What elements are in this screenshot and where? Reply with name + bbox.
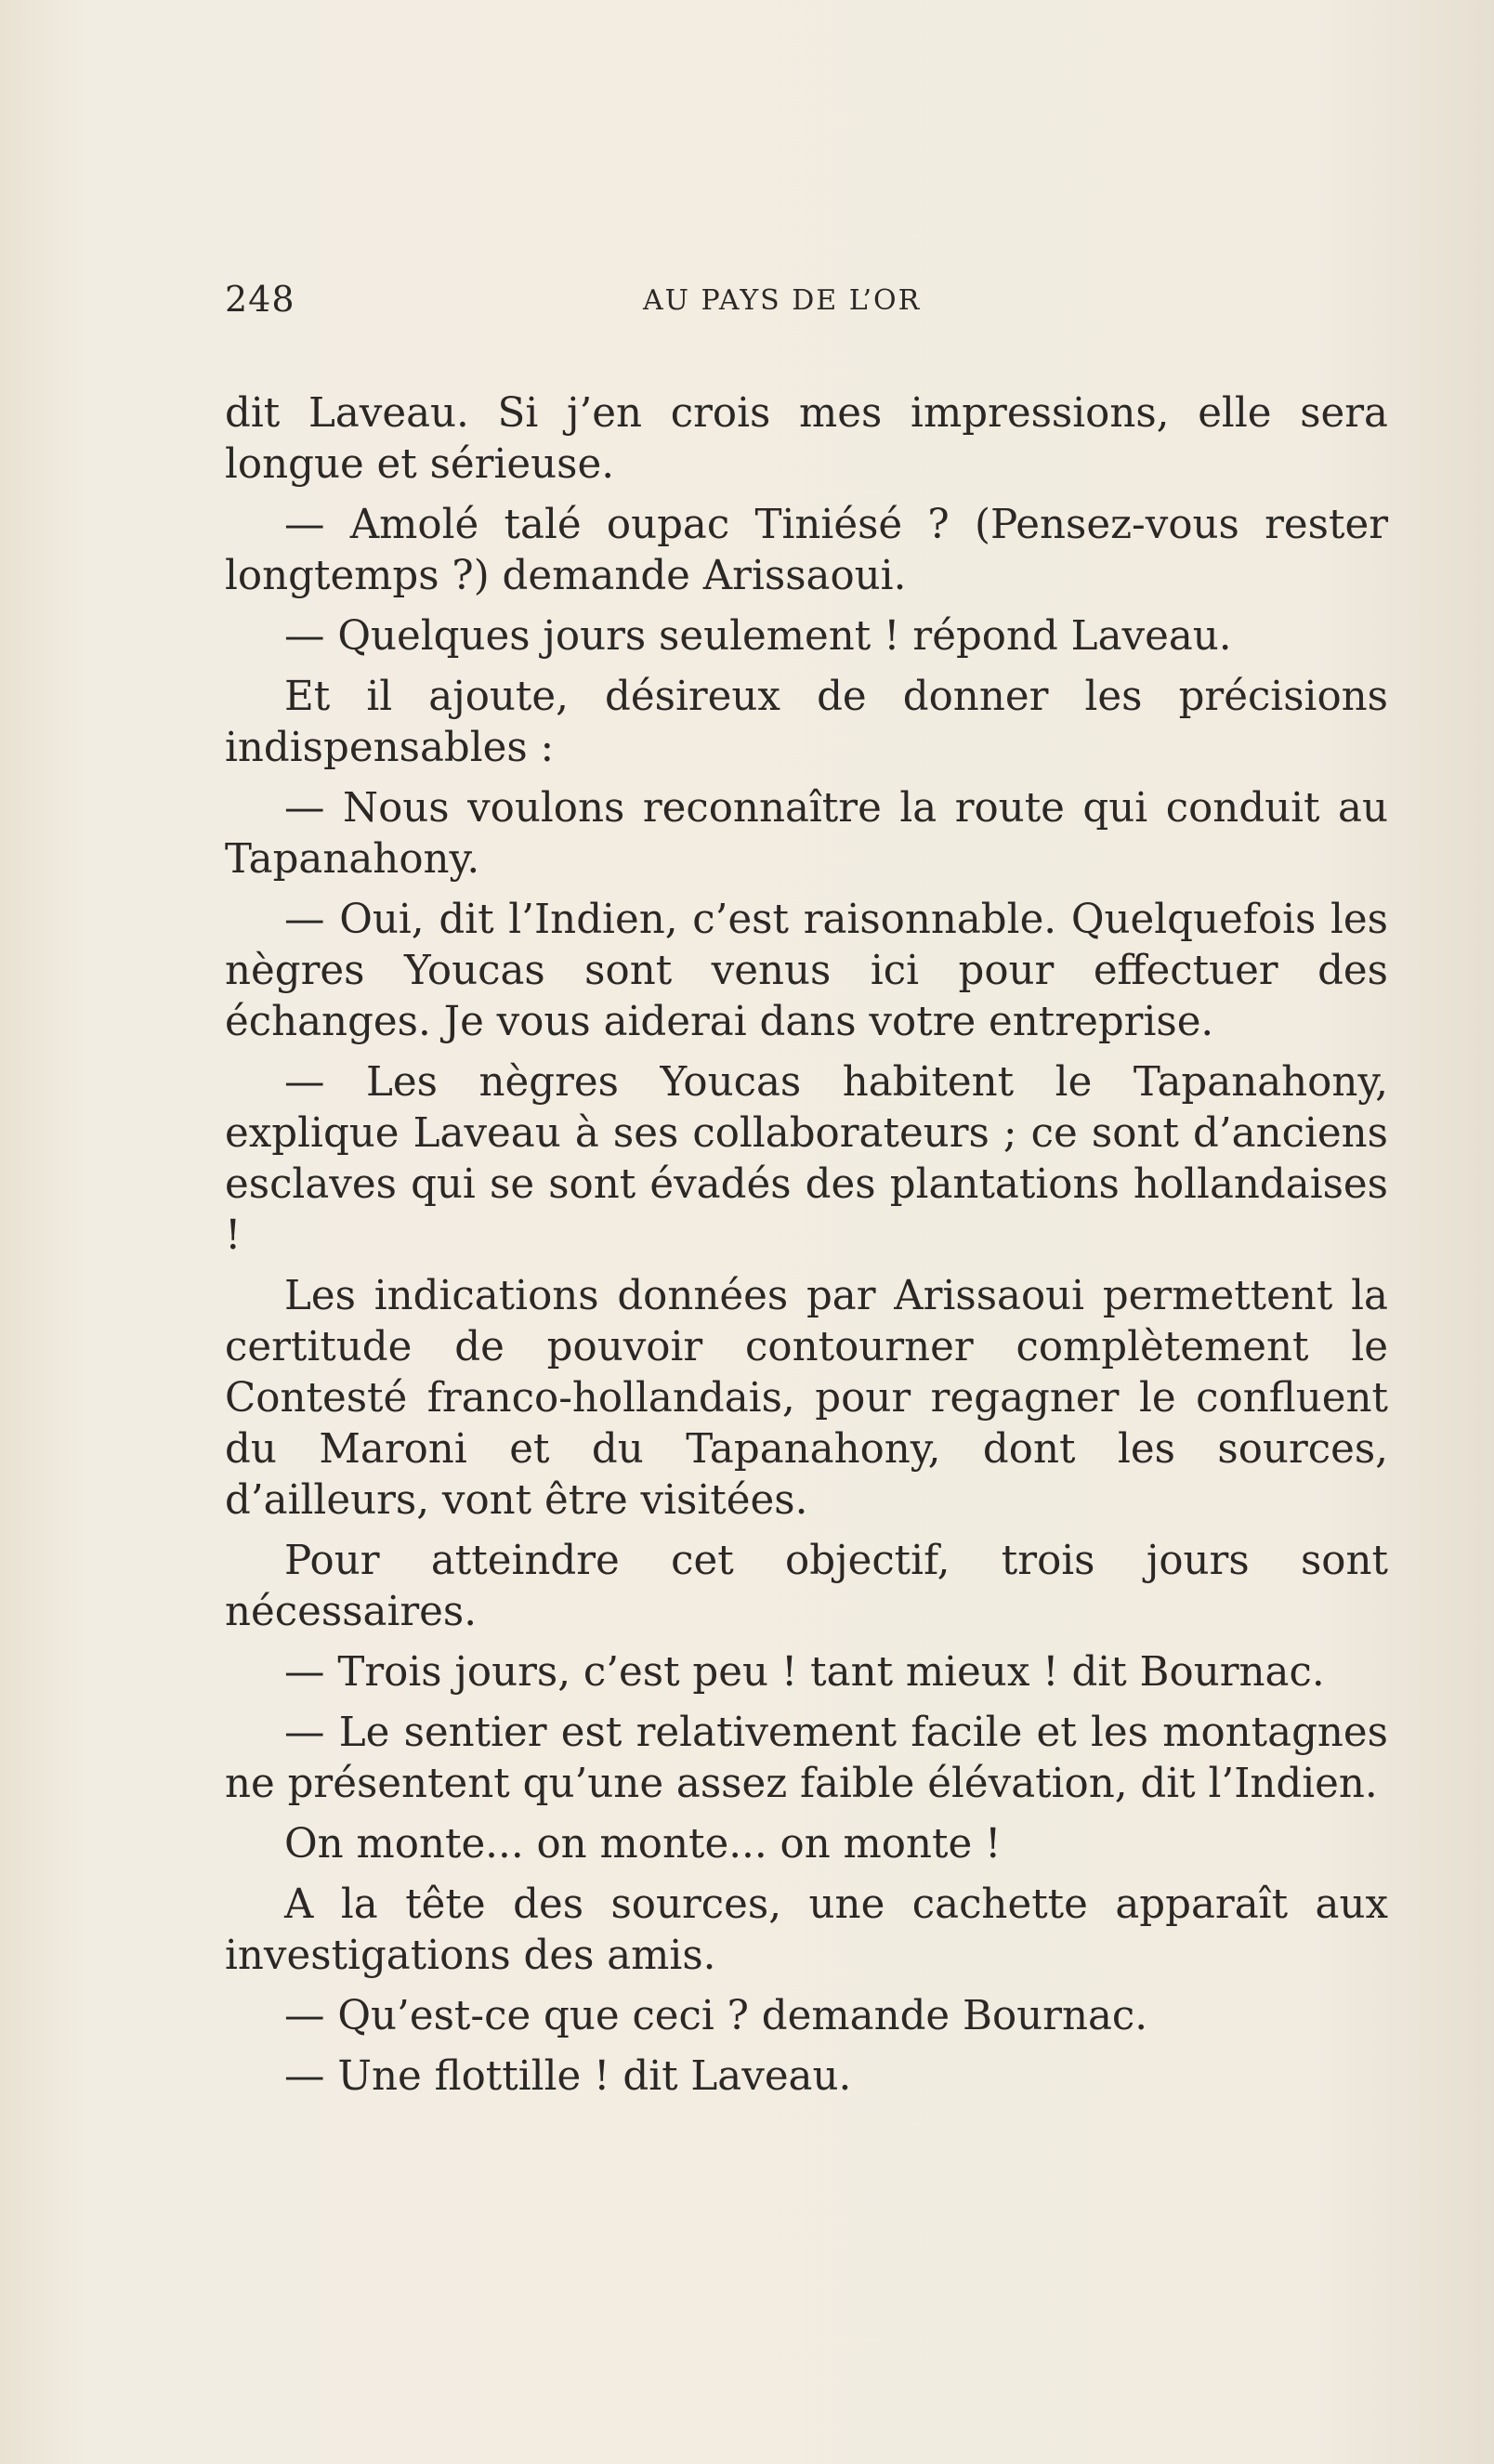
paragraph: — Le sentier est relativement facile et les montagnes ne présentent qu’une assez faible élévation, dit l’Indien. (225, 1710, 1388, 1807)
page-number: 248 (225, 279, 295, 320)
paragraph: — Les nègres Youcas habitent le Tapanahony, explique Laveau à ses collaborateurs ; ce sont d’anciens esclaves qui se sont évadés des plantations hollandaises ! (225, 1059, 1388, 1259)
paragraph: Pour atteindre cet objectif, trois jours sont nécessaires. (225, 1538, 1388, 1635)
paragraph: — Trois jours, c’est peu ! tant mieux ! dit Bournac. (284, 1649, 1325, 1696)
running-title: AU PAYS DE L’OR (643, 284, 922, 317)
body-text (225, 388, 1388, 2103)
paragraph: A la tête des sources, une cachette apparaît aux investigations des amis. (225, 1881, 1388, 1979)
running-head (225, 279, 1388, 334)
paragraph: — Qu’est-ce que ceci ? demande Bournac. (284, 1993, 1148, 2039)
paragraph: — Amolé talé oupac Tiniésé ? (Pensez-vous rester longtemps ?) demande Arissaoui. (225, 502, 1388, 599)
paragraph: — Oui, dit l’Indien, c’est raisonnable. Quelquefois les nègres Youcas sont venus ici pour effectuer des échanges. Je vous aiderai dans votre entreprise. (225, 897, 1388, 1045)
paragraph: — Nous voulons reconnaître la route qui conduit au Tapanahony. (225, 785, 1388, 883)
paragraph: — Quelques jours seulement ! répond Laveau. (284, 613, 1232, 660)
paragraph: On monte... on monte... on monte ! (284, 1821, 1002, 1868)
book-page (225, 279, 1388, 2112)
paragraph: — Une flottille ! dit Laveau. (284, 2053, 852, 2100)
paragraph: Les indications données par Arissaoui permettent la certitude de pouvoir contourner complètement le Contesté franco-hollandais, pour regagner le confluent du Maroni et du Tapanahony, dont les sources, d’ailleurs, vont être visitées. (225, 1273, 1388, 1524)
paragraph: Et il ajoute, désireux de donner les précisions indispensables : (225, 674, 1388, 771)
paragraph: dit Laveau. Si j’en crois mes impressions, elle sera longue et sérieuse. (225, 390, 1388, 488)
